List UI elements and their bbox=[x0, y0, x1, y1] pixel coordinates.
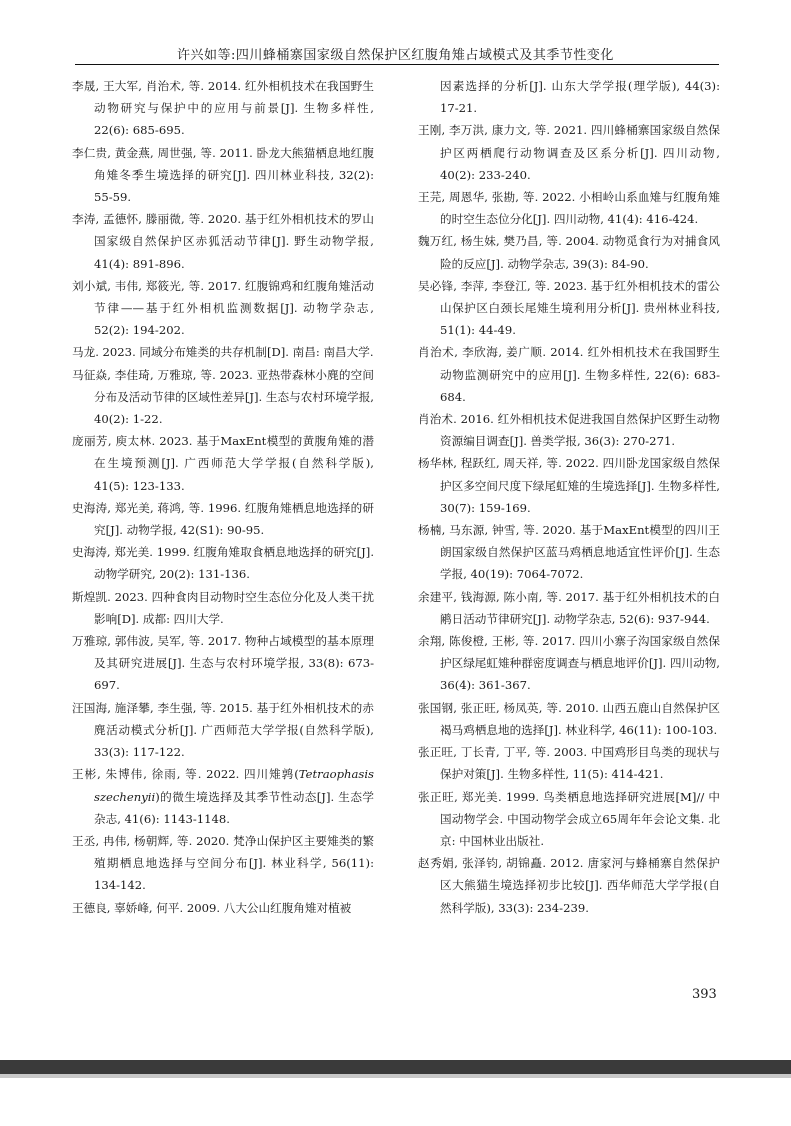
reference-entry: 王刚, 李万洪, 康力文, 等. 2021. 四川蜂桶寨国家级自然保护区两栖爬行动物调查及区系分析[J]. 四川动物, 40(2): 233-240. bbox=[418, 123, 720, 182]
reference-entry: 李仁贵, 黄金燕, 周世强, 等. 2011. 卧龙大熊猫栖息地红腹角雉冬季生境选择的研究[J]. 四川林业科技, 32(2): 55-59. bbox=[72, 145, 374, 205]
reference-entry: 杨华林, 程跃红, 周天祥, 等. 2022. 四川卧龙国家级自然保护区多空间尺度下绿尾虹雉的生境选择[J]. 生物多样性, 30(7): 159-169. bbox=[418, 456, 720, 515]
reference-entry: 魏万红, 杨生妹, 樊乃昌, 等. 2004. 动物觅食行为对捕食风险的反应[J]. 动物学杂志, 39(3): 84-90. bbox=[418, 234, 720, 271]
reference-entry: 史海涛, 郑光美. 1999. 红腹角雉取食栖息地选择的研究[J]. 动物学研究, 20(2): 131-136. bbox=[72, 545, 374, 582]
reference-entry-continued: 因素选择的分析[J]. 山东大学学报(理学版), 44(3): 17-21. bbox=[440, 79, 720, 116]
reference-entry: 赵秀娟, 张泽钧, 胡锦矗. 2012. 唐家河与蜂桶寨自然保护区大熊猫生境选择初步比较[J]. 西华师范大学学报(自然科学版), 33(3): 234-239. bbox=[418, 856, 720, 915]
reference-entry: 王德良, 辜娇峰, 何平. 2009. 八大公山红腹角雉对植被 bbox=[72, 900, 352, 915]
reference-entry: 张正旺, 郑光美. 1999. 鸟类栖息地选择研究进展[M]// 中国动物学会. 中国动物学会成立65周年年会论文集. 北京: 中国林业出版社. bbox=[418, 789, 720, 848]
reference-entry-wang-bin bbox=[72, 763, 374, 830]
reference-entry: 万雅琼, 郭伟波, 吴军, 等. 2017. 物种占域模型的基本原理及其研究进展[J]. 生态与农村环境学报, 33(8): 673-697. bbox=[72, 634, 374, 693]
reference-entry: 杨楠, 马东源, 钟雪, 等. 2020. 基于MaxEnt模型的四川王朗国家级自然保护区蓝马鸡栖息地适宜性评价[J]. 生态学报, 40(19): 7064-7072. bbox=[418, 523, 720, 582]
viewer-bottom-edge bbox=[0, 1074, 791, 1078]
references-right-column bbox=[418, 75, 720, 919]
reference-entry: 张国钢, 张正旺, 杨凤英, 等. 2010. 山西五鹿山自然保护区褐马鸡栖息地的选择[J]. 林业科学, 46(11): 100-103. bbox=[418, 700, 720, 737]
reference-entry: 马征焱, 李佳琦, 万雅琼, 等. 2023. 亚热带森林小麂的空间分布及活动节律的区域性差异[J]. 生态与农村环境学报, 40(2): 1-22. bbox=[72, 367, 374, 427]
reference-entry: 史海涛, 郑光美, 蒋鸿, 等. 1996. 红腹角雉栖息地选择的研究[J]. 动物学报, 42(S1): 90-95. bbox=[72, 500, 374, 538]
header-rule bbox=[75, 64, 719, 65]
reference-entry: 汪国海, 施泽攀, 李生强, 等. 2015. 基于红外相机技术的赤麂活动模式分析[J]. 广西师范大学学报(自然科学版), 33(3): 117-122. bbox=[72, 700, 374, 760]
reference-entry: 张正旺, 丁长青, 丁平, 等. 2003. 中国鸡形目鸟类的现状与保护对策[J]. 生物多样性, 11(5): 414-421. bbox=[418, 745, 720, 782]
reference-entry: 王丞, 冉伟, 杨朝辉, 等. 2020. 梵净山保护区主要雉类的繁殖期栖息地选择与空间分布[J]. 林业科学, 56(11): 134-142. bbox=[72, 833, 374, 893]
reference-text: )的微生境选择及其季节性动态[J]. 生态学杂志, 41(6): 1143-1148. bbox=[94, 789, 374, 826]
reference-entry: 肖治术. 2016. 红外相机技术促进我国自然保护区野生动物资源编目调查[J]. 兽类学报, 36(3): 270-271. bbox=[418, 412, 720, 449]
reference-entry: 刘小斌, 韦伟, 郑筱光, 等. 2017. 红腹锦鸡和红腹角雉活动节律——基于红外相机监测数据[J]. 动物学杂志, 52(2): 194-202. bbox=[72, 278, 374, 338]
reference-text: 王彬, 朱博伟, 徐雨, 等. 2022. 四川雉鹑( bbox=[72, 767, 299, 782]
reference-entry: 余建平, 钱海源, 陈小南, 等. 2017. 基于红外相机技术的白鹇日活动节律研究[J]. 动物学杂志, 52(6): 937-944. bbox=[418, 589, 720, 626]
reference-entry: 余翔, 陈俊橙, 王彬, 等. 2017. 四川小寨子沟国家级自然保护区绿尾虹雉种群密度调查与栖息地评价[J]. 四川动物, 36(4): 361-367. bbox=[418, 634, 720, 693]
reference-entry: 肖治术, 李欣海, 姜广顺. 2014. 红外相机技术在我国野生动物监测研究中的应用[J]. 生物多样性, 22(6): 683-684. bbox=[418, 345, 720, 404]
reference-entry: 斯煌凯. 2023. 四种食肉目动物时空生态位分化及人类干扰影响[D]. 成都: 四川大学. bbox=[72, 589, 374, 626]
reference-entry: 李涛, 孟德怀, 滕丽微, 等. 2020. 基于红外相机技术的罗山国家级自然保护区赤狐活动节律[J]. 野生动物学报, 41(4): 891-896. bbox=[72, 212, 374, 271]
reference-entry: 李晟, 王大军, 肖治术, 等. 2014. 红外相机技术在我国野生动物研究与保护中的应用与前景[J]. 生物多样性, 22(6): 685-695. bbox=[72, 79, 374, 138]
viewer-bottom-bar bbox=[0, 1060, 791, 1074]
reference-entry: 吴必锋, 李萍, 李登江, 等. 2023. 基于红外相机技术的雷公山保护区白颈长尾雉生境利用分析[J]. 贵州林业科技, 51(1): 44-49. bbox=[418, 278, 720, 338]
reference-entry: 马龙. 2023. 同域分布雉类的共存机制[D]. 南昌: 南昌大学. bbox=[72, 345, 374, 360]
reference-entry: 庞丽芳, 庾太林. 2023. 基于MaxEnt模型的黄腹角雉的潜在生境预测[J]. 广西师范大学学报(自然科学版), 41(5): 123-133. bbox=[72, 434, 374, 493]
species-name: Tetraophasis szechenyii bbox=[94, 767, 374, 804]
page-number: 393 bbox=[692, 987, 717, 1002]
running-head: 许兴如等:四川蜂桶寨国家级自然保护区红腹角雉占域模式及其季节性变化 bbox=[177, 48, 614, 63]
references-left-column bbox=[72, 75, 374, 919]
reference-entry: 王芫, 周恩华, 张勘, 等. 2022. 小相岭山系血雉与红腹角雉的时空生态位分化[J]. 四川动物, 41(4): 416-424. bbox=[418, 190, 720, 227]
